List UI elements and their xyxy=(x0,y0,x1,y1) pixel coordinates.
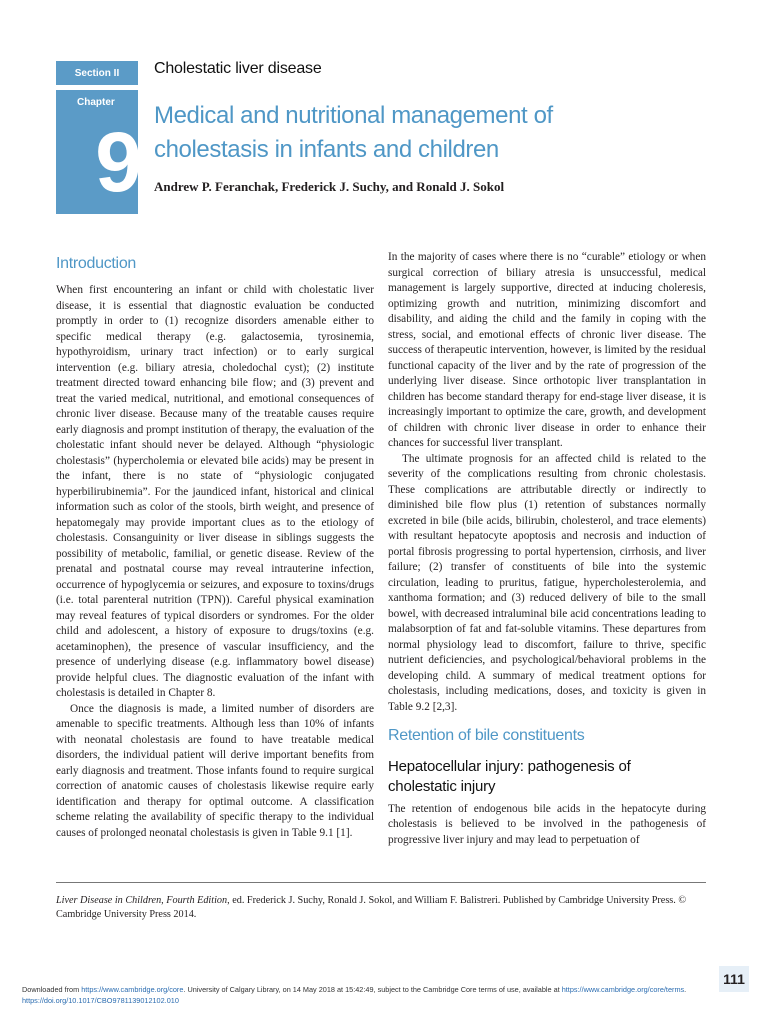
chapter-label: Chapter xyxy=(77,97,115,108)
chapter-title-line2: cholestasis in infants and children xyxy=(154,135,499,163)
doi-link[interactable]: https://doi.org/10.1017/CBO9781139012102.010 xyxy=(22,995,179,1005)
cambridge-core-link[interactable]: https://www.cambridge.org/core xyxy=(81,985,184,994)
download-middle: . University of Calgary Library, on 14 May 2018 at 15:42:49, subject to the Cambridge Core terms of use, available at xyxy=(183,985,562,994)
download-sep: . xyxy=(684,985,687,994)
chapter-title-line1: Medical and nutritional management of xyxy=(154,102,553,129)
introduction-heading: Introduction xyxy=(56,255,137,272)
terms-link[interactable]: https://www.cambridge.org/core/terms xyxy=(561,985,685,994)
section-label-box xyxy=(56,61,138,85)
subheading-line2: cholestatic injury xyxy=(388,778,496,796)
hepatocellular-subheading xyxy=(388,757,706,798)
chapter-number: 9 xyxy=(95,115,138,209)
right-paragraph-2: The ultimate prognosis for an affected child is related to the severity of the complications resulting from chronic cholestasis. These complications are attributable directly or indirectly to diminished bile flow plus (1) retention of substances normally excreted in bile (bile acids, bilirubin, cholesterol, and trace elements) with resultant hepatocyte apoptosis and necrosis and induction of portal fibrosis progressing to portal hypertension, cirrhosis, and liver failure; (2) transfer of constituents of bile into the systemic circulation, leading to pruritus, fatigue, hypercholesterolemia, and xanthoma formation; and (3) reduced delivery of bile to the small bowel, with decreased intraluminal bile acid concentrations leading to malabsorption of fat and fat-soluble vitamins. These departures from normal physiology lead to discomfort, failure to thrive, specific nutrient deficiencies, and psychological/behavioral problems in the developing child. A summary of medical treatment options for cholestasis, including medications, doses, and toxicity is given in Table 9.2 [2,3]. xyxy=(388,452,706,713)
intro-paragraph-2: Once the diagnosis is made, a limited number of disorders are amenable to specific treatments. Although less than 10% of infants with neonatal cholestasis are found to have treatable medical disorders, the individual patient will derive important benefits from early diagnosis and treatment. Those infants found to require surgical correction of anatomic causes of cholestasis likewise require early identification and therapy for optimal outcome. A classification scheme relating the availability of specific therapy to the individual causes of prolonged neonatal cholestasis is given in Table 9.1 [1]. xyxy=(56,702,374,839)
intro-paragraph-1: When first encountering an infant or child with cholestatic liver disease, it is essential that diagnostic evaluation be conducted promptly in order to (1) recognize disorders amenable either to specific medical therapy (e.g. galactosemia, tyrosinemia, hypothyroidism, urinary tract infection) or to early surgical intervention (e.g. biliary atresia, choledochal cyst); (2) institute treatment directed toward enhancing bile flow; and (3) prevent and treat the varied medical, nutritional, and emotional consequences of chronic liver disease. Because many of the treatable causes require early diagnosis and prompt institution of therapy, the evaluation of the cholestatic infant should never be delayed. Although “physiologic cholestasis” (hypercholemia or elevated bile acids) may be present in the infant, there is no state of “physiologic conjugated hyperbilirubinemia”. For the jaundiced infant, historical and clinical information such as color of the stools, birth weight, and presence of hepatomegaly may provide important clues as to the etiology of cholestasis. Consanguinity or liver disease in siblings suggests the possibility of metabolic, familial, or genetic disease. Review of the prenatal and postnatal course may reveal intrauterine infection, occurrence of hypoglycemia or seizures, and exposure to toxins/drugs (i.e. total parenteral nutrition (TPN)). Careful physical examination may reveal features of typical disorders or syndromes. For the older child and adolescent, a history of exposure to drugs/toxins (e.g. acetaminophen), the presence of vascular insufficiency, and the presence of underlying disease (e.g. inflammatory bowel disease) provide helpful clues. The diagnostic evaluation of the infant with cholestasis is detailed in Chapter 8. xyxy=(56,284,374,699)
download-notice xyxy=(22,985,750,1006)
right-paragraph-1: In the majority of cases where there is no “curable” etiology or when surgical correction of biliary atresia is unsuccessful, medical management is largely supportive, directed at inducing choleresis, optimizing growth and nutrition, minimizing discomfort and disability, and aiding the child and the family in coping with the stress, social, and emotional effects of chronic liver disease. The success of therapeutic intervention, however, is limited by the residual functional capacity of the liver and by the rate of progression of the underlying liver disease. Since orthotopic liver transplantation in children has become standard therapy for end-stage liver disease, it is increasingly important to optimize the care, growth, and development of children with chronic liver disease in order to enhance their chances for successful liver transplant. xyxy=(388,251,706,449)
section-label: Section II xyxy=(74,67,120,79)
retention-heading: Retention of bile constituents xyxy=(388,727,585,744)
authors: Andrew P. Feranchak, Frederick J. Suchy, and Ronald J. Sokol xyxy=(154,179,505,194)
chapter-title xyxy=(154,99,594,166)
right-paragraph-3: The retention of endogenous bile acids in the hepatocyte during cholestasis is believed to be involved in the pathogenesis of progressive liver injury and may lead to perpetuation of xyxy=(388,802,706,846)
section-title: Cholestatic liver disease xyxy=(154,60,322,77)
footnote-divider xyxy=(56,882,706,883)
copyright-footnote xyxy=(56,894,706,922)
book-title: Liver Disease in Children, Fourth Edition xyxy=(56,895,228,906)
subheading-line1: Hepatocellular injury: pathogenesis of xyxy=(388,758,631,775)
left-column xyxy=(56,250,374,841)
page-number: 111 xyxy=(719,966,749,992)
footnote-text: , ed. Frederick J. Suchy, Ronald J. Sokol, and William F. Balistreri. Published by Cambridge University Press. © Cambridge University Press 2014. xyxy=(56,895,687,920)
download-prefix: Downloaded from xyxy=(22,985,82,994)
right-column xyxy=(388,250,706,848)
chapter-box xyxy=(56,90,138,214)
